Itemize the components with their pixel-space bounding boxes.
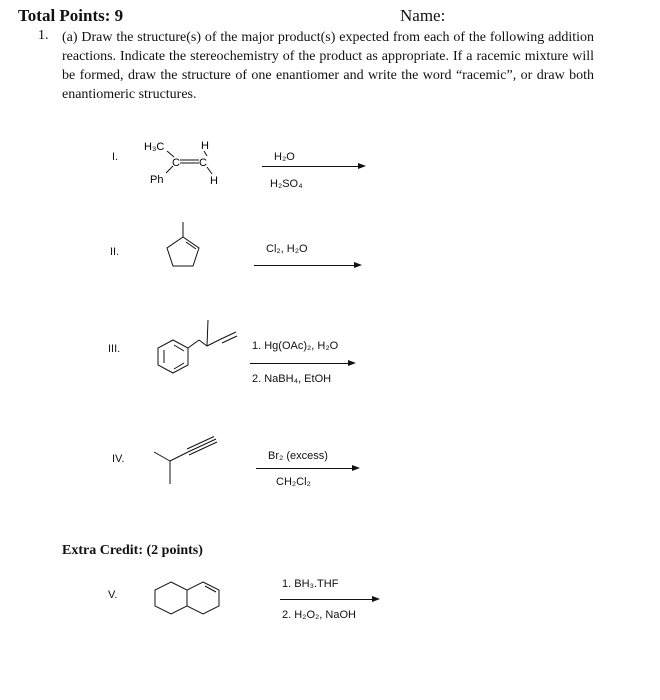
substituent-h3c: H₃C <box>144 141 165 153</box>
reaction-label-iv: IV. <box>112 453 125 465</box>
molecule-iv-alkyne <box>150 436 230 492</box>
arrow-head-iii <box>348 360 356 366</box>
bond-h3c <box>167 151 174 157</box>
reagent-i-below: H₂SO₄ <box>270 178 303 190</box>
substituent-h-top: H <box>201 140 209 152</box>
reaction-label-iii: III. <box>108 343 121 355</box>
chain-bond-1 <box>188 340 199 348</box>
extra-credit-title: Extra Credit: (2 points) <box>62 543 203 558</box>
triple-bond-3 <box>189 442 217 455</box>
substituent-ph: Ph <box>150 174 164 186</box>
reagent-i-above: H₂O <box>274 151 295 163</box>
ring-right <box>187 582 219 614</box>
arrow-head-ii <box>354 262 362 268</box>
reaction-arrow-iii <box>250 363 348 364</box>
molecule-v-octahydronaphthalene <box>150 578 226 618</box>
molecule-iii-allylbenzene-alkene <box>152 318 242 382</box>
reagent-iii-above: 1. Hg(OAc)₂, H₂O <box>252 340 339 352</box>
molecule-i-alkene <box>138 136 228 190</box>
reaction-arrow-ii <box>254 265 354 266</box>
benzene-ring <box>158 340 188 373</box>
name-label: Name: <box>400 6 446 25</box>
reagent-v-below: 2. H₂O₂, NaOH <box>282 609 356 621</box>
reagent-iv-below: CH₂Cl₂ <box>276 476 311 488</box>
propargyl-bond <box>170 452 188 461</box>
question-number: 1. <box>38 28 49 43</box>
methyl-bond <box>207 320 208 346</box>
ring-left <box>155 582 187 614</box>
carbon-right: C <box>199 157 207 169</box>
reaction-label-v: V. <box>108 589 118 601</box>
total-points: Total Points: 9 <box>18 6 124 25</box>
reagent-v-above: 1. BH₃.THF <box>282 578 339 590</box>
chain-bond-3 <box>207 339 221 346</box>
reaction-arrow-v <box>280 599 372 600</box>
molecule-ii-methylcyclopentene <box>160 220 210 274</box>
cyclopentene-ring <box>167 237 199 266</box>
bond-h-bottom <box>207 167 212 174</box>
reagent-iii-below: 2. NaBH₄, EtOH <box>252 373 332 385</box>
reaction-label-i: I. <box>112 151 119 163</box>
reaction-label-ii: II. <box>110 246 120 258</box>
ring-double-bond <box>205 586 216 592</box>
triple-bond-1 <box>188 439 216 452</box>
reaction-arrow-i <box>262 166 358 167</box>
reaction-arrow-iv <box>256 468 352 469</box>
bond-ph <box>166 166 173 173</box>
triple-bond-2 <box>187 437 214 450</box>
substituent-h-bottom: H <box>210 175 218 187</box>
arrow-head-iv <box>352 465 360 471</box>
carbon-left: C <box>172 157 180 169</box>
branch-bond-left <box>154 452 170 461</box>
reagent-ii-above: Cl₂, H₂O <box>266 243 308 255</box>
arrow-head-i <box>358 163 366 169</box>
question-text: (a) Draw the structure(s) of the major product(s) expected from each of the following addition reactions. Indicate the stereochemistry of the product as appropriate. If a racemic mixture will be formed, draw the structure of one enantiomer and write the word “racemic”, or draw both enantiomeric structures. <box>62 30 594 102</box>
chain-bond-2 <box>199 340 207 346</box>
reagent-iv-above: Br₂ (excess) <box>268 450 328 462</box>
arrow-head-v <box>372 596 380 602</box>
